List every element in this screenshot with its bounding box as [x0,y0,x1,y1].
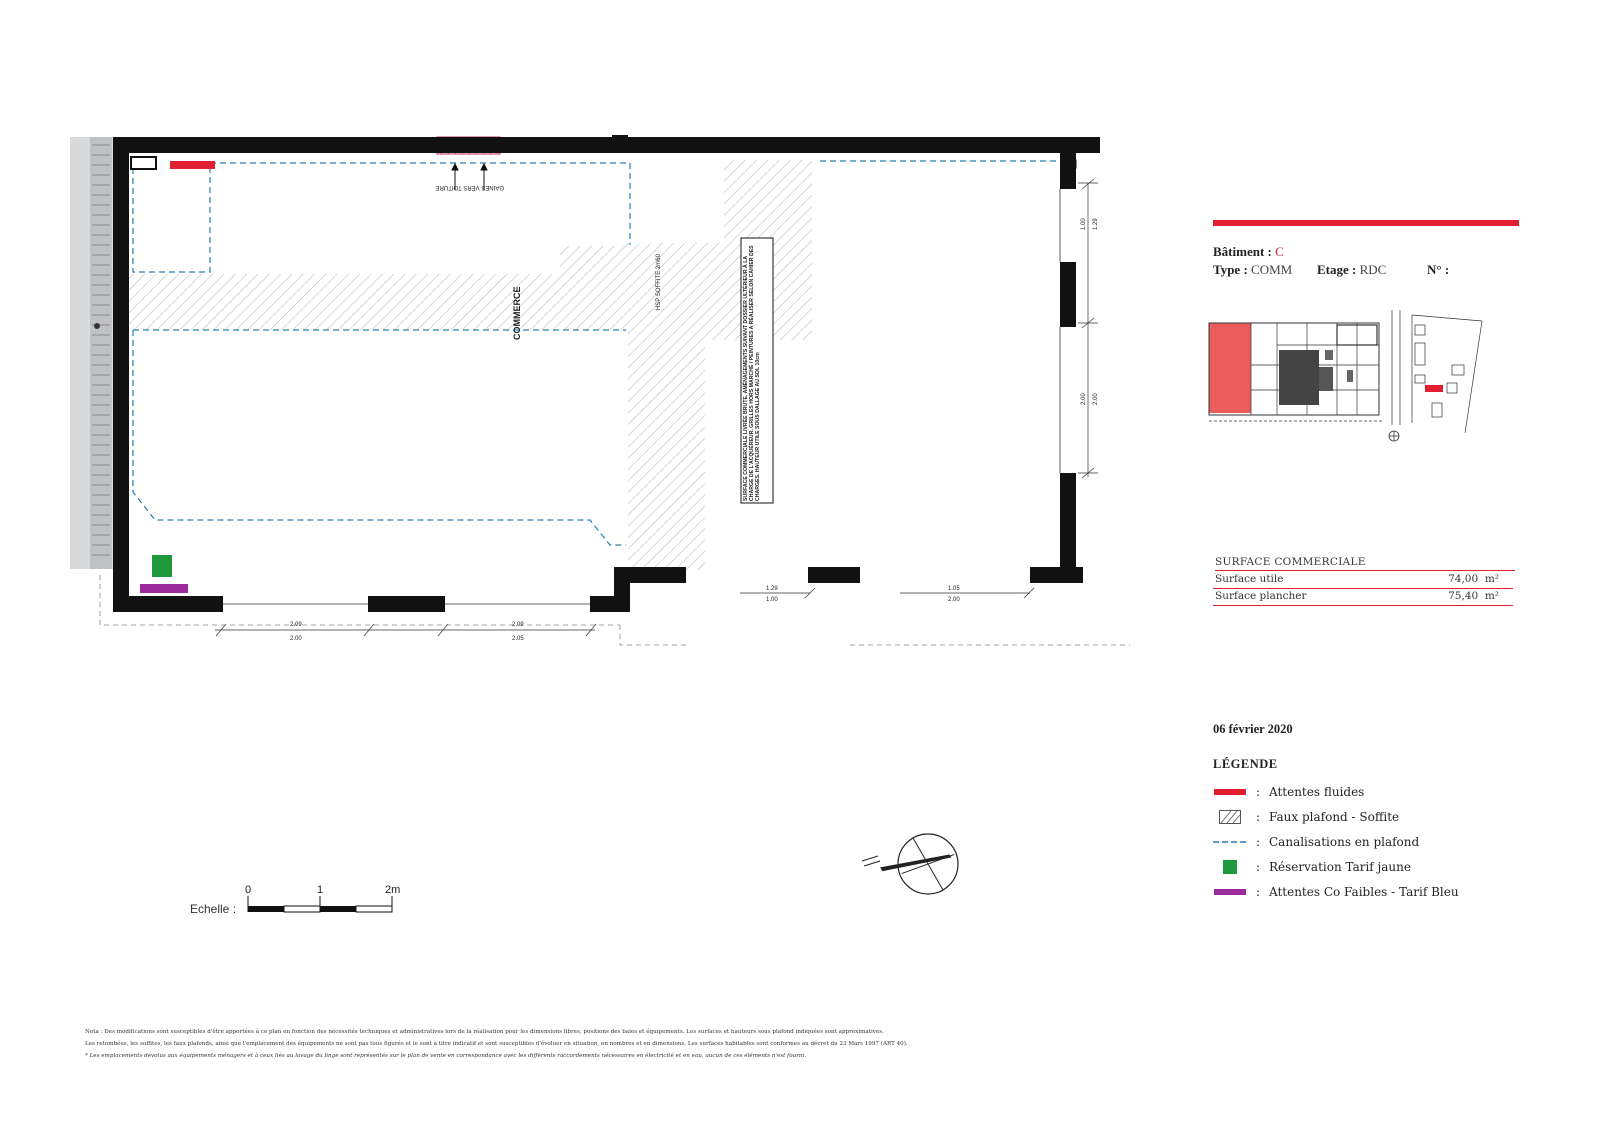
green-square-icon [1223,860,1237,874]
dim-bottom-4: 2.09 [512,622,524,628]
dim-bottom-right-2: 1.29 [766,586,778,592]
soffite-zones [128,160,812,570]
surface-row-plancher [1213,589,1513,606]
numero-label: N° : [1427,262,1450,277]
dim-right-4: 2.00 [1093,393,1099,405]
legend-item-tarif-jaune: : Réservation Tarif jaune [1213,857,1411,877]
plan-date: 06 février 2020 [1213,722,1293,736]
type-label: Type : [1213,262,1248,277]
dim-bottom-1: 2.00 [290,636,302,642]
batiment-row [1213,244,1284,260]
dim-bottom-right-4: 2.00 [948,597,960,603]
surface-row-utile [1213,572,1513,589]
surface-title: SURFACE COMMERCIALE [1215,556,1515,571]
purple-bar-icon [1214,889,1246,895]
scale-tick-1: 1 [317,884,324,896]
attentes-fluides-icon [1214,789,1246,795]
surface-note: SURFACE COMMERCIALE LIVRÉE BRUTE. AMÉNAGEMENTS SUIVANT DOSSIER ULTÉRIEUR À LA CHARGE DE L'ACQUÉREUR. GRILLES HORS MARCHÉ / PEINTURES A RÉALISER SELON CAHIER DES CHARGES. HAUTEUR UTILE SOUS DALLAGE AU SOL 10cm [743,245,762,501]
floor-plan [0,0,1130,700]
type-value: COMM [1251,262,1293,277]
hatch-box-icon [1219,810,1241,824]
surface-plancher-label: Surface plancher [1215,590,1307,602]
duct-label: GAINES VERS TOITURE [435,184,504,190]
etage-value: RDC [1359,262,1387,277]
hsp-label: HSP SOFFITE 2m60 [656,254,662,310]
site-plan-thumbnail [1207,305,1497,450]
tarif-jaune-marker [152,555,172,577]
surface-plancher-value: 75,40 m² [1448,590,1499,602]
legend-label: Réservation Tarif jaune [1269,860,1411,874]
facade-strip [70,137,114,569]
dim-bottom-2: 2.09 [290,622,302,628]
surface-section [1213,556,1519,616]
legend-label: Canalisations en plafond [1269,835,1420,849]
scale-label: Echelle : [190,902,237,916]
legend-label: Attentes fluides [1269,785,1365,799]
legend-item-faux-plafond: : Faux plafond - Soffite [1213,807,1399,827]
dim-right-1: 1.00 [1081,218,1087,230]
scale-bar [185,880,415,920]
dim-bottom-3: 2.05 [512,636,524,642]
legend-label: Faux plafond - Soffite [1269,810,1400,824]
ceiling-ducts [133,158,1060,545]
legend-title: LÉGENDE [1213,757,1278,771]
dim-bottom-right-1: 1.00 [766,597,778,603]
footer-note-1: Nota : Des modifications sont susceptibles d'être apportées à ce plan en fonction des nécessités techniques et administratives lors de la réalisation pour les dimensions libres, positions des baies et équipements. Les surfaces et hauteurs sous plafond indiquées sont approximatives. [85,1029,884,1035]
scale-tick-0: 0 [245,884,252,896]
footer-note-2: Les retombées, les soffites, les faux plafonds, ainsi que l'emplacement des équipements ne sont pas tous figurés et le sont à titre indicatif et sont susceptibles d'évoluer en situation, en nombres et en dimensions. Les surfaces habitables sont conformes au décret du 23 Mars 1997 (ART 40). [85,1041,908,1047]
dim-bottom-right-3: 1.05 [948,586,960,592]
legend [1213,782,1519,912]
footer-note-3: * Les emplacements dévolus aux équipements ménagers et à ceux liés au lavage du linge sont représentés sur le plan de vente en correspondance avec les différents raccordements nécessaires en électricité et en eau, aucun de ces éléments n'est fourni. [85,1053,807,1059]
walls [113,135,1100,612]
batiment-value: C [1275,244,1284,259]
info-panel [1213,220,1523,920]
dim-right-3: 2.00 [1081,393,1087,405]
etage-label: Etage : [1317,262,1357,277]
surface-utile-value: 74,00 m² [1448,573,1499,585]
north-arrow-icon [860,828,970,898]
legend-item-attentes-fluides: : Attentes fluides [1213,782,1364,802]
dashed-line-icon [1213,839,1247,845]
scale-tick-2: 2m [385,884,401,896]
dim-right-2: 1.29 [1093,218,1099,230]
legend-label: Attentes Co Faibles - Tarif Bleu [1269,885,1459,899]
room-label: COMMERCE [512,286,522,340]
legend-item-canalisations: : Canalisations en plafond [1213,832,1419,852]
legend-item-tarif-bleu: : Attentes Co Faibles - Tarif Bleu [1213,882,1459,902]
accent-rule [1213,220,1519,226]
batiment-label: Bâtiment : [1213,244,1272,259]
attentes-fluides-marker [170,161,215,169]
type-row [1213,262,1519,278]
surface-utile-label: Surface utile [1215,573,1284,585]
tarif-bleu-marker [140,584,188,593]
